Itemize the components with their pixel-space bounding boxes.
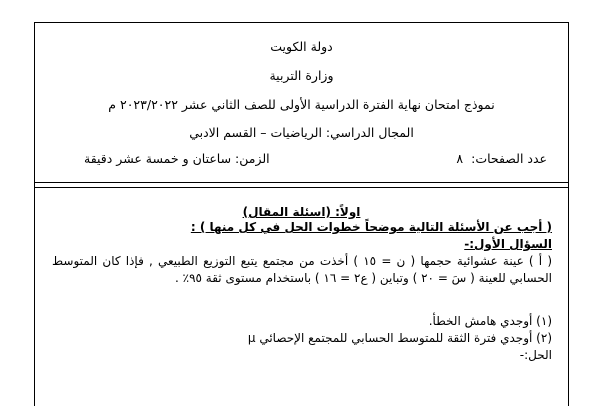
exam-duration: الزمن: ساعتان و خمسة عشر دقيقة [84,151,270,166]
subject-line: المجال الدراسي: الرياضيات – القسم الادبي [189,125,414,140]
country-name: دولة الكويت [270,39,333,54]
question-title: السؤال الأول:- [464,237,552,251]
solution-label: الحل:- [519,348,552,362]
exam-title: نموذج امتحان نهاية الفترة الدراسية الأولى للصف الثاني عشر ٢٠٢٣/٢٠٢٢ م [108,97,495,112]
header-divider-bottom [34,187,569,188]
page-count-label: عدد الصفحات: [471,151,547,166]
question-part-1: (١) أوجدي هامش الخطأ. [428,314,552,328]
ministry-name: وزارة التربية [269,68,334,83]
page-count-value: ٨ [456,151,464,166]
question-part-2: (٢) أوجدي فترة الثقة للمتوسط الحسابي للمجتمع الإحصائي μ [247,331,552,345]
section-instruction: ( أجب عن الأسئلة التالية موضحاً خطوات الحل في كل منها ) : [190,220,552,234]
question-text-line-2: الحسابي للعينة ( سَ = ٢٠ ) وتباين ( ع٢ = ١٦ ) باستخدام مستوى ثقة ٩٥٪ . [175,271,552,285]
exam-meta-row [34,150,569,168]
header-divider-top [34,182,569,183]
question-text-line-1: ( أ ) عينة عشوائية حجمها ( ن = ١٥ ) أخذت من مجتمع يتبع التوزيع الطبيعي , فإذا كان المتوسط [52,254,552,268]
section-title: اولاً: (اسئلة المقال) [242,205,361,219]
page-count [456,150,547,168]
